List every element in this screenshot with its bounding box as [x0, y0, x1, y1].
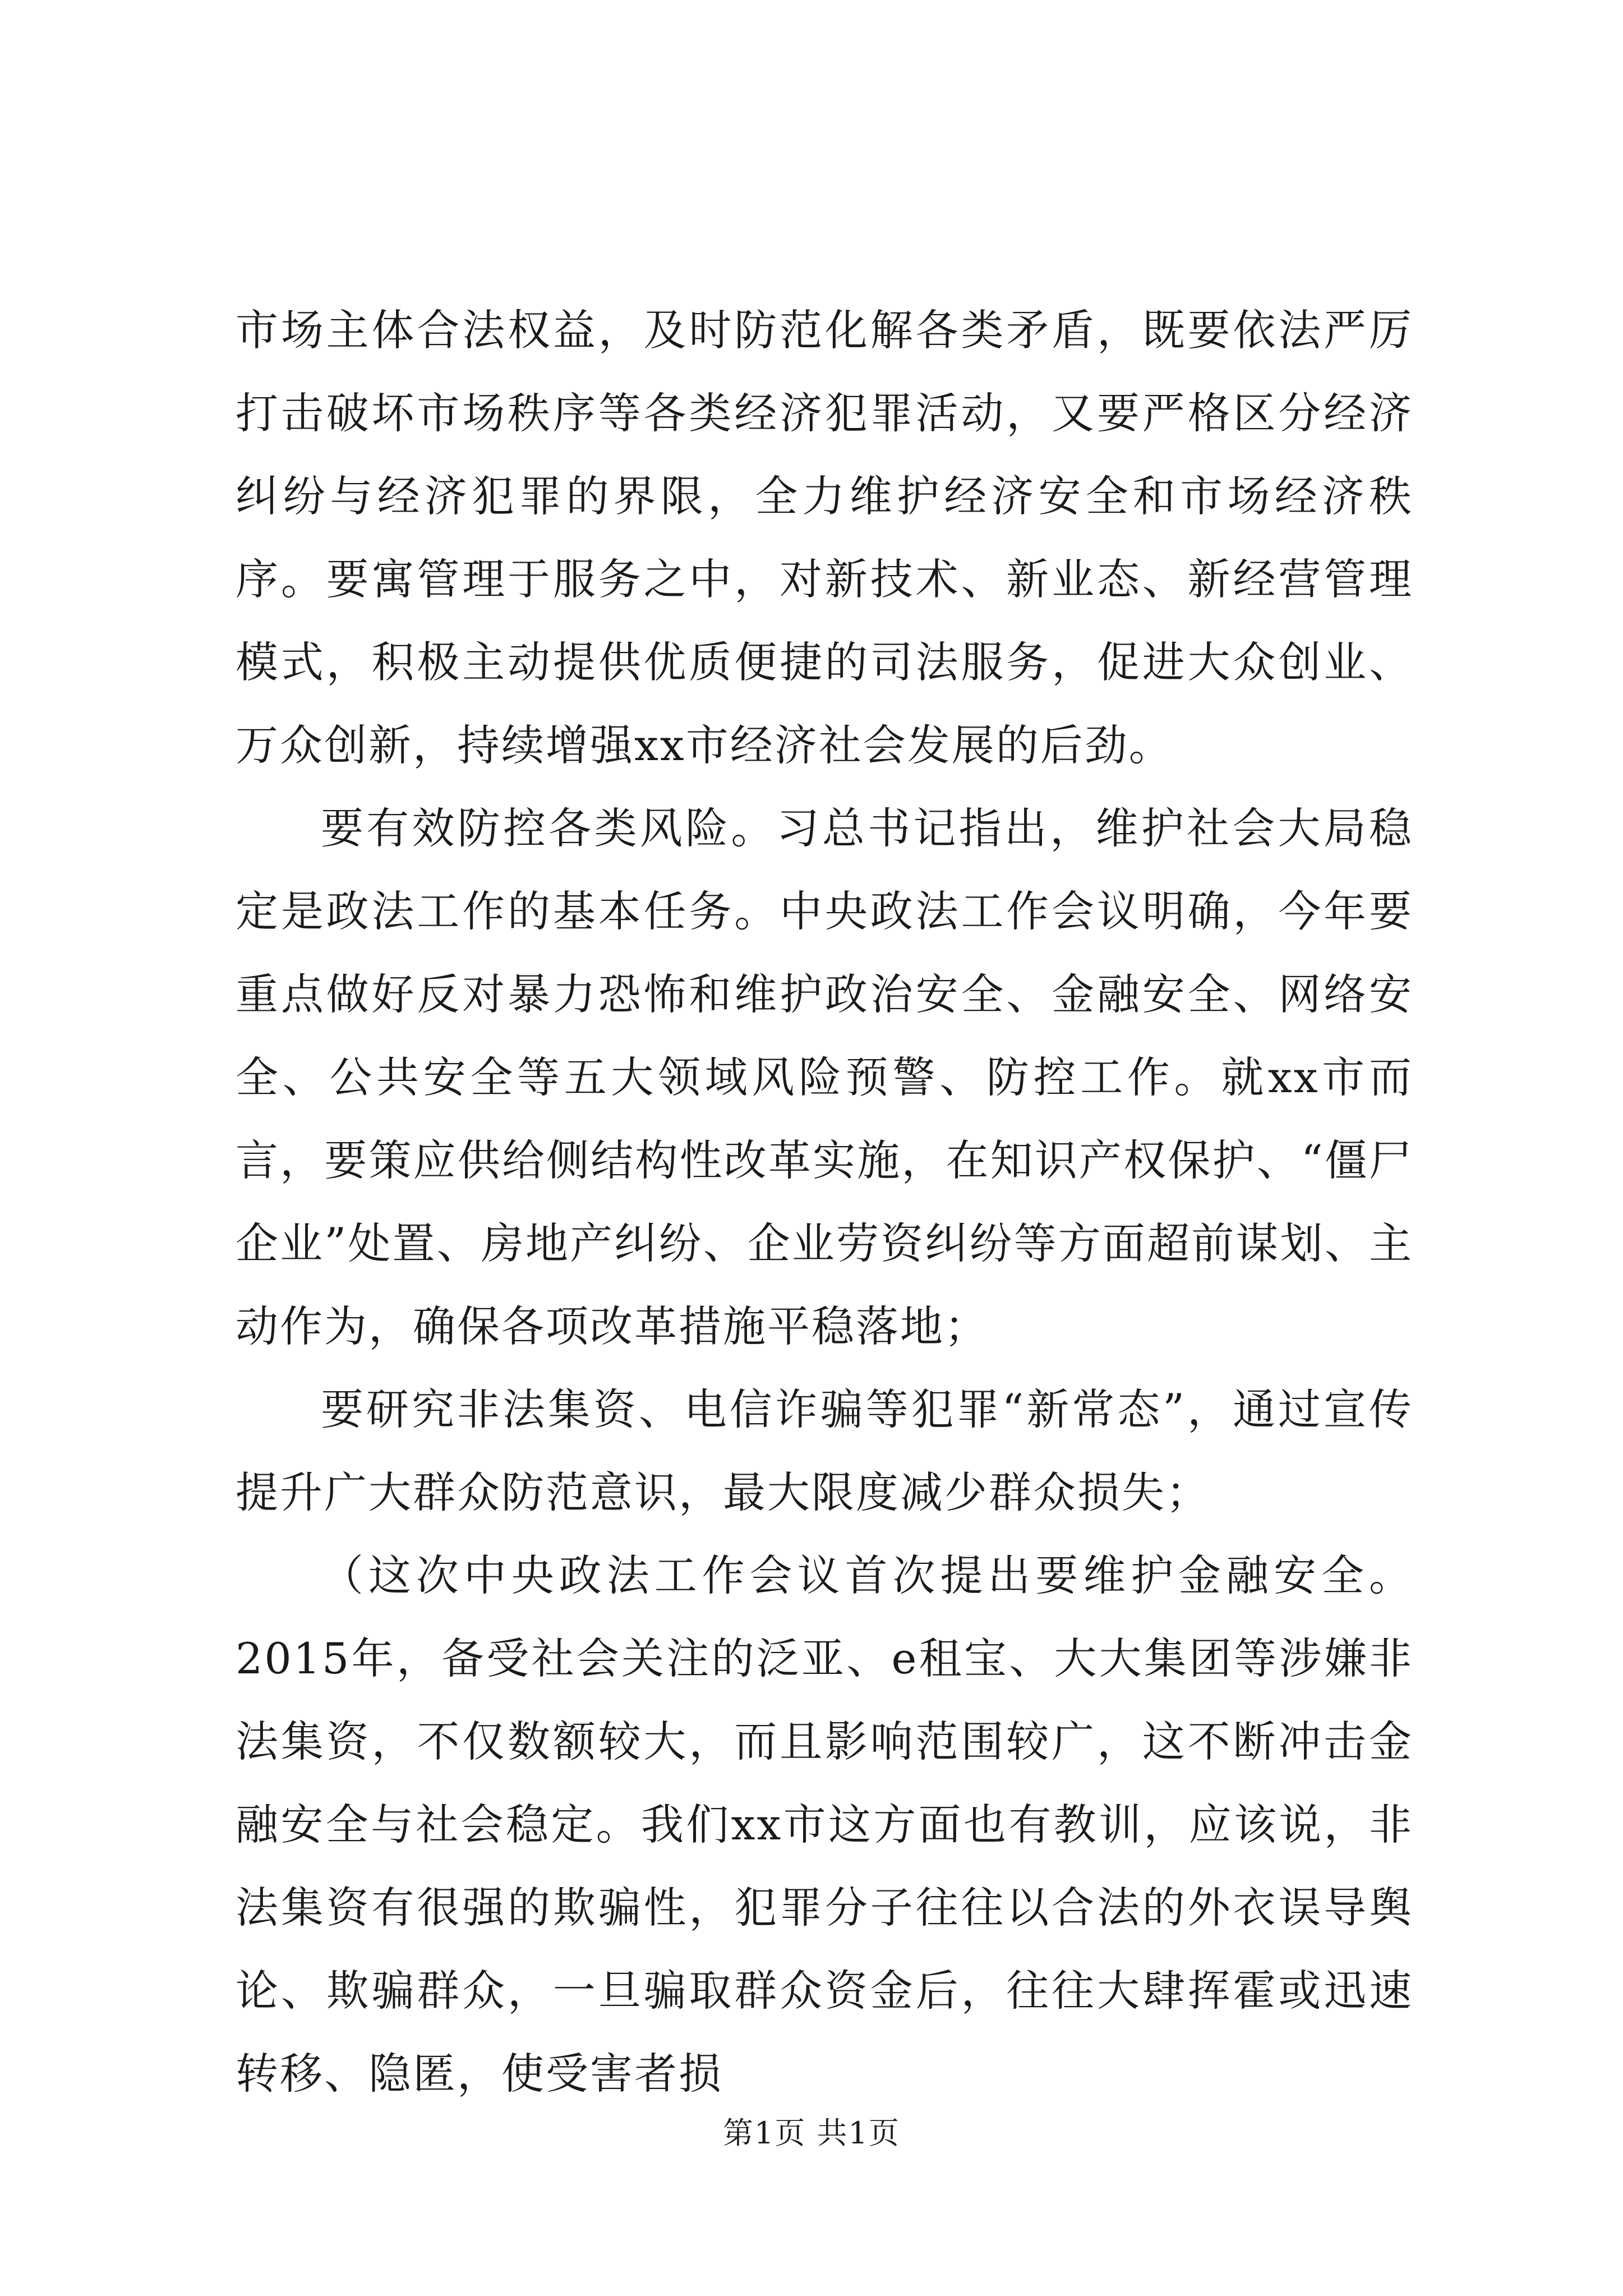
paragraph-1: 市场主体合法权益，及时防范化解各类矛盾，既要依法严厉打击破坏市场秩序等各类经济犯罪活动，又要严格区分经济纠纷与经济犯罪的界限，全力维护经济安全和市场经济秩序。要寓管理于服务之中，对新技术、新业态、新经营管理模式，积极主动提供优质便捷的司法服务，促进大众创业、万众创新，持续增强xx市经济社会发展的后劲。 [236, 305, 1413, 770]
paragraph-4: （这次中央政法工作会议首次提出要维护金融安全。2015年，备受社会关注的泛亚、e租宝、大大集团等涉嫌非法集资，不仅数额较大，而且影响范围较广，这不断冲击金融安全与社会稳定。我们xx市这方面也有教训，应该说，非法集资有很强的欺骗性，犯罪分子往往以合法的外衣误导舆论、欺骗群众，一旦骗取群众资金后，往往大肆挥霍或迅速转移、隐匿，使受害者损 [236, 1550, 1413, 2099]
page-footer: 第1页 共1页 [723, 2115, 900, 2151]
paragraph-3: 要研究非法集资、电信诈骗等犯罪“新常态”，通过宣传提升广大群众防范意识，最大限度减少群众损失； [236, 1384, 1413, 1517]
document-body [236, 289, 1413, 2115]
paragraph-2: 要有效防控各类风险。习总书记指出，维护社会大局稳定是政法工作的基本任务。中央政法工作会议明确，今年要重点做好反对暴力恐怖和维护政治安全、金融安全、网络安全、公共安全等五大领域风险预警、防控工作。就xx市而言，要策应供给侧结构性改革实施，在知识产权保护、“僵尸企业”处置、房地产纠纷、企业劳资纠纷等方面超前谋划、主动作为，确保各项改革措施平稳落地； [236, 803, 1413, 1351]
